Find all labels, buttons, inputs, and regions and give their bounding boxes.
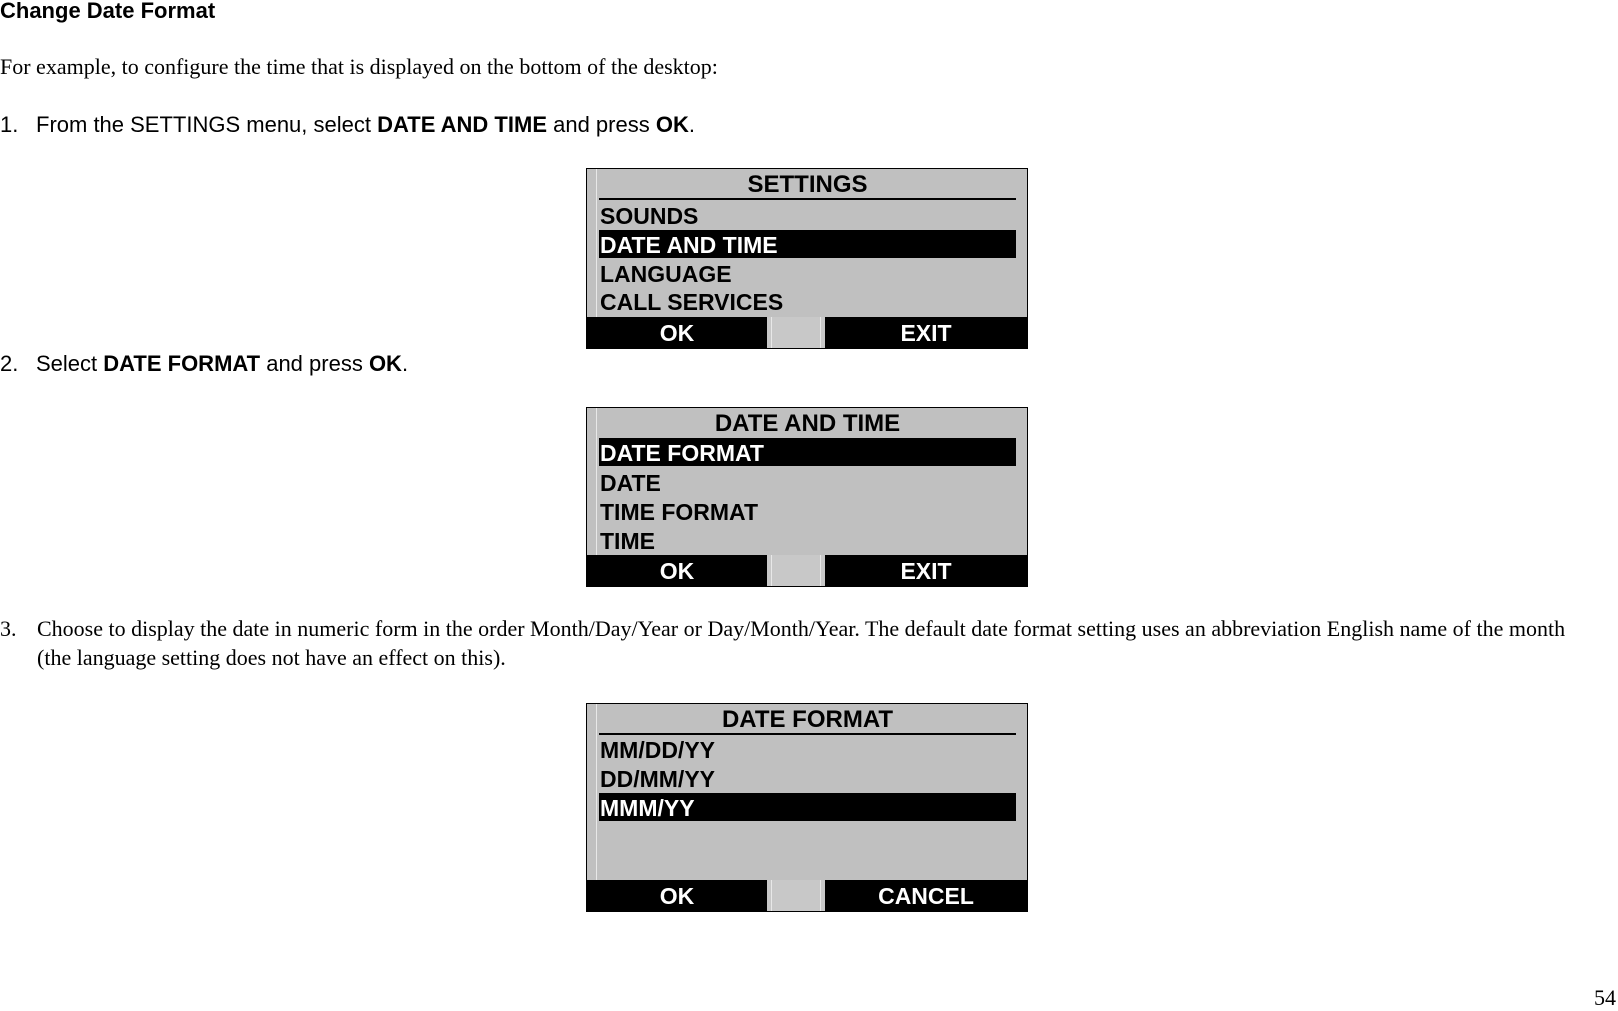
softkey-spacer (767, 317, 825, 348)
menu-item-mm-dd-yy[interactable]: MM/DD/YY (600, 737, 715, 763)
phone-screen-date-format (586, 703, 1028, 912)
screen-title: DATE FORMAT (599, 704, 1016, 735)
step-bold-term: DATE AND TIME (377, 112, 547, 137)
ok-softkey[interactable]: OK (587, 317, 767, 348)
softkey-bar (587, 317, 1027, 348)
phone-screen-settings (586, 168, 1028, 349)
page-title: Change Date Format (0, 0, 216, 23)
step-number: 3. (0, 616, 17, 641)
menu-item-date-format[interactable]: DATE FORMAT (599, 438, 1016, 466)
step-bold-term: DATE FORMAT (103, 351, 261, 376)
screen-title: SETTINGS (599, 169, 1016, 200)
exit-softkey[interactable]: EXIT (825, 317, 1027, 348)
step-text: . (401, 351, 409, 376)
step-number: 2. (0, 351, 19, 376)
step-text: From the SETTINGS menu, select (36, 112, 378, 137)
step-text: . (688, 112, 695, 137)
step-3 (0, 614, 1600, 672)
step-text: and press (260, 351, 369, 376)
step-text: and press (547, 112, 656, 137)
menu-item-date-and-time[interactable]: DATE AND TIME (599, 230, 1016, 258)
exit-softkey[interactable]: EXIT (825, 555, 1027, 586)
step-number: 1. (0, 112, 19, 137)
intro-paragraph: For example, to configure the time that is displayed on the bottom of the desktop: (0, 54, 718, 79)
menu-item-call-services[interactable]: CALL SERVICES (600, 289, 784, 315)
softkey-spacer (767, 880, 825, 911)
screen-title: DATE AND TIME (714, 410, 901, 437)
menu-item-date[interactable]: DATE (600, 470, 661, 496)
step-bold-term: OK (655, 112, 689, 137)
step-1 (0, 112, 695, 138)
step-bold-term: OK (368, 351, 402, 376)
menu-item-language[interactable]: LANGUAGE (600, 261, 732, 287)
menu-item-sounds[interactable]: SOUNDS (600, 203, 699, 229)
menu-item-time[interactable]: TIME (600, 528, 655, 554)
cancel-softkey[interactable]: CANCEL (825, 880, 1027, 911)
page-number: 54 (1594, 985, 1616, 1010)
softkey-spacer (767, 555, 825, 586)
menu-item-time-format[interactable]: TIME FORMAT (600, 499, 758, 525)
menu-item-dd-mm-yy[interactable]: DD/MM/YY (600, 766, 715, 792)
step-text: Choose to display the date in numeric form in the order Month/Day/Year or Day/Month/Year. The default date format setting uses an abbreviation English name of the month (the language setting does not have an effect on this). (37, 616, 1566, 670)
menu-item-mmm-yy[interactable]: MMM/YY (599, 793, 1016, 821)
softkey-bar (587, 555, 1027, 586)
step-2 (0, 351, 408, 377)
ok-softkey[interactable]: OK (587, 880, 767, 911)
softkey-bar (587, 880, 1027, 911)
phone-screen-date-and-time (586, 407, 1028, 587)
step-text: Select (36, 351, 104, 376)
ok-softkey[interactable]: OK (587, 555, 767, 586)
